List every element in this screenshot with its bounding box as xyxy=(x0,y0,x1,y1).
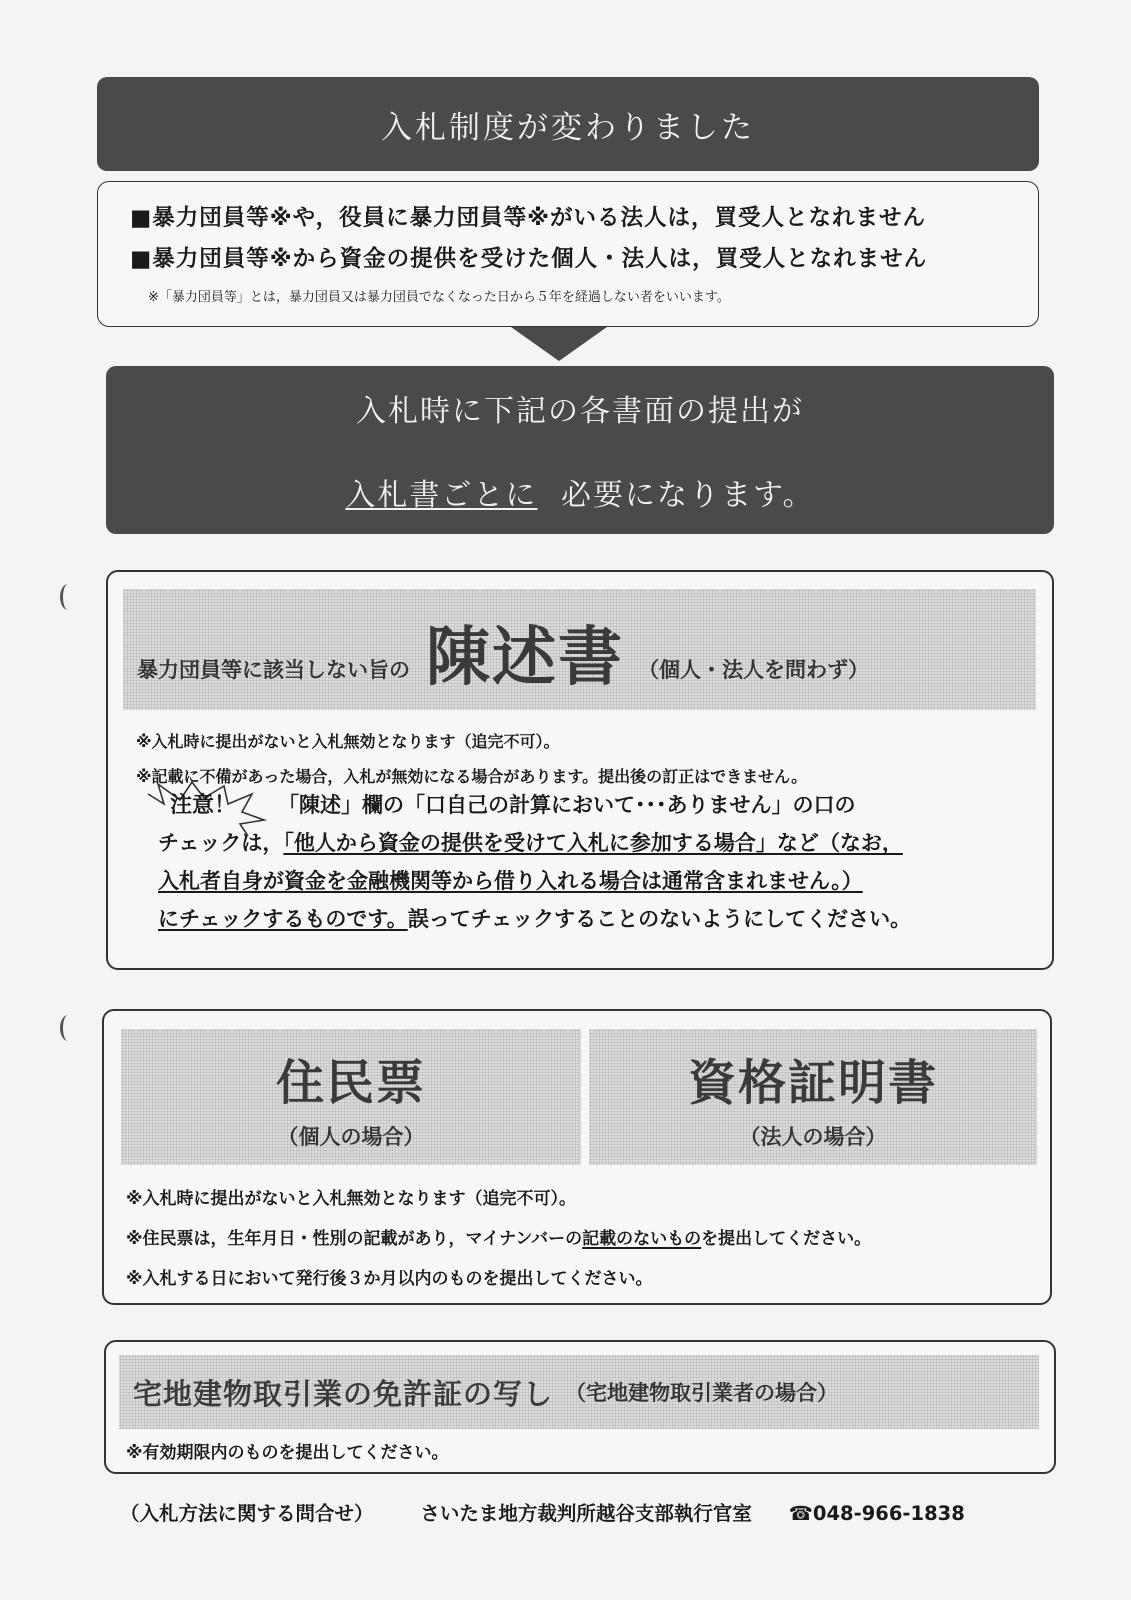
caution-line-4 xyxy=(158,900,1038,938)
rule-line-1: ■暴力団員等※や，役員に暴力団員等※がいる法人は，買受人となれません xyxy=(130,205,927,231)
license-section xyxy=(104,1340,1056,1474)
documents-notes xyxy=(126,1179,871,1299)
requirement-line-1: 入札時に下記の各書面の提出が xyxy=(356,394,804,429)
license-heading xyxy=(119,1355,1039,1429)
footer-label: （入札方法に関する問合せ） xyxy=(120,1502,374,1525)
juminhyo-title: 住民票 xyxy=(275,1054,426,1111)
documents-section xyxy=(102,1009,1052,1305)
requirement-banner xyxy=(106,366,1054,534)
caution-label: 注意！ xyxy=(170,793,237,818)
caution-line-4b: 誤ってチェックすることのないようにしてください。 xyxy=(407,907,912,931)
documents-note-3: ※入札する日において発行後３か月以内のものを提出してください。 xyxy=(126,1269,653,1289)
footer xyxy=(120,1498,1020,1526)
documents-note-1: ※入札時に提出がないと入札無効となります（追完不可）。 xyxy=(126,1189,577,1209)
license-note: ※有効期限内のものを提出してください。 xyxy=(126,1443,449,1463)
juminhyo-card xyxy=(121,1029,581,1165)
shikaku-title: 資格証明書 xyxy=(687,1054,938,1111)
chinjutsu-note-1: ※入札時に提出がないと入札無効となります（追完不可）。 xyxy=(136,732,560,751)
binder-mark-1 xyxy=(60,584,76,610)
chinjutsu-section xyxy=(106,570,1054,970)
footer-office: さいたま地方裁判所越谷支部執行官室 xyxy=(420,1502,752,1525)
caution-line-3 xyxy=(158,862,1038,900)
documents-note-2c: を提出してください。 xyxy=(701,1229,872,1249)
rules-box xyxy=(97,181,1039,327)
shikaku-card xyxy=(589,1029,1037,1165)
rule-footnote: ※「暴力団員等」とは，暴力団員又は暴力団員でなくなった日から５年を経過しない者をいいます。 xyxy=(148,290,730,305)
documents-note-2b: 記載のないもの xyxy=(582,1229,702,1249)
caution-line-1: 「陳述」欄の「口自己の計算において･･･ありません」の口の xyxy=(278,793,856,817)
down-arrow-icon xyxy=(511,327,607,361)
header-title: 入札制度が変わりました xyxy=(381,109,755,146)
footer-phone: ☎048-966-1838 xyxy=(788,1502,965,1525)
caution-line-4a: にチェックするものです。 xyxy=(158,907,408,931)
caution-line-3-text: 入札者自身が資金を金融機関等から借り入れる場合は通常含まれません。） xyxy=(158,869,863,893)
caution-line-2 xyxy=(158,824,1038,862)
chinjutsu-heading xyxy=(123,589,1036,710)
license-suffix: （宅地建物取引業者の場合） xyxy=(565,1381,839,1405)
rule-line-2: ■暴力団員等※から資金の提供を受けた個人・法人は，買受人となれません xyxy=(130,246,928,272)
chinjutsu-suffix: （個人・法人を問わず） xyxy=(638,658,869,682)
caution-text xyxy=(158,786,1038,938)
chinjutsu-title: 陳述書 xyxy=(426,621,624,695)
caution-line-2b: 「他人から資金の提供を受けて入札に参加する場合」など（なお， xyxy=(283,831,903,855)
license-title: 宅地建物取引業の免許証の写し xyxy=(133,1376,554,1411)
chinjutsu-note-2: ※記載に不備があった場合，入札が無効になる場合があります。提出後の訂正はできません。 xyxy=(136,767,808,786)
header-banner xyxy=(97,77,1039,171)
requirement-per-bid: 入札書ごとに xyxy=(345,478,538,513)
documents-note-2a: ※住民票は，生年月日・性別の記載があり，マイナンバーの xyxy=(126,1229,583,1249)
caution-line-2a: チェックは， xyxy=(158,831,284,855)
documents-note-2 xyxy=(126,1219,871,1259)
chinjutsu-prefix: 暴力団員等に該当しない旨の xyxy=(137,658,410,682)
juminhyo-sub: （個人の場合） xyxy=(277,1124,425,1149)
binder-mark-2 xyxy=(60,1015,76,1041)
requirement-necessary: 必要になります。 xyxy=(560,478,815,513)
shikaku-sub: （法人の場合） xyxy=(739,1124,887,1149)
requirement-line-2 xyxy=(345,470,814,514)
